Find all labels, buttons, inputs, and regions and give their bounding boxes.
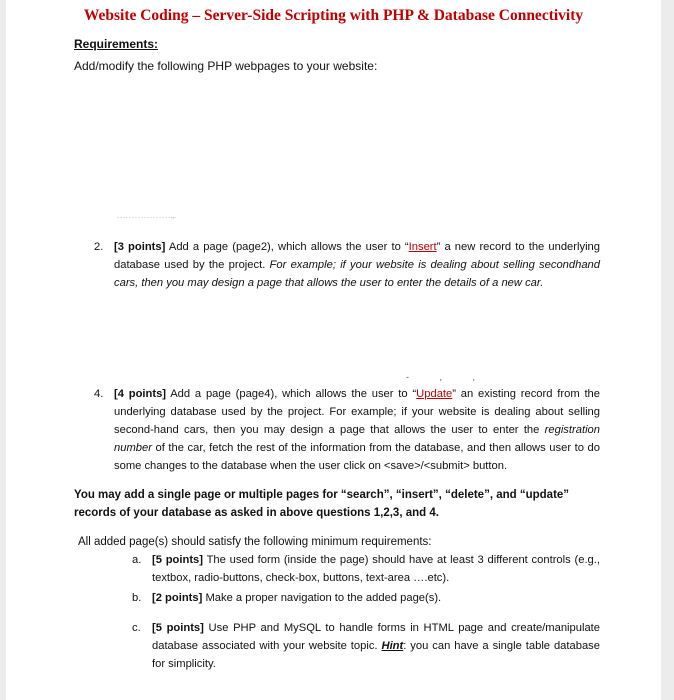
- update-link[interactable]: Update: [416, 388, 453, 400]
- cropped-marks: - , ,: [406, 372, 489, 382]
- requirements-lead: All added page(s) should satisfy the following minimum requirements:: [78, 536, 432, 548]
- cropped-text-fragment: ……………….,.: [116, 215, 176, 219]
- pages-note: You may add a single page or multiple pages for “search”, “insert”, “delete”, and “update” records of your database as asked in above questions 1,2,3, and 4.: [74, 489, 570, 519]
- requirement-b: b. [2 points] Make a proper navigation to the added page(s).: [152, 589, 600, 607]
- requirement-a: a. [5 points] The used form (inside the page) should have at least 3 different controls (e.g., textbox, radio-buttons, check-box, buttons, text-area ….etc).: [152, 551, 600, 587]
- document-page: [6, 0, 661, 700]
- requirements-heading: Requirements:: [74, 37, 159, 51]
- item-letter: b.: [132, 592, 142, 604]
- requirement-c: c. [5 points] Use PHP and MySQL to handle forms in HTML page and create/manipulate database associated with your website topic. Hint: you can have a single table database for simplicity.: [152, 619, 600, 673]
- hint-label: Hint: [381, 640, 404, 652]
- document-title: Website Coding – Server-Side Scripting with PHP & Database Connectivity: [83, 7, 584, 24]
- points-label: [3 points]: [114, 241, 166, 253]
- item-letter: a.: [132, 554, 142, 566]
- item-letter: c.: [132, 622, 141, 634]
- question-4: 4. [4 points] Add a page (page4), which allows the user to “Update” an existing record from the underlying database used by the project. For example; if your website is dealing about selling second-hand cars, then you may design a page that allows the user to enter the registration number of the car, fetch the rest of the information from the database, and then allows user to do some changes to the database when the user click on <save>/<submit> button.: [114, 385, 600, 475]
- insert-link[interactable]: Insert: [408, 241, 437, 253]
- intro-text: Add/modify the following PHP webpages to your website:: [74, 59, 378, 73]
- question-number: 2.: [94, 241, 104, 253]
- points-label: [4 points]: [114, 388, 167, 400]
- question-number: 4.: [94, 388, 104, 400]
- question-2: 2. [3 points] Add a page (page2), which allows the user to “Insert” a new record to the underlying database used by the project. For example; if your website is dealing about selling secondhand cars, then you may design a page that allows the user to enter the details of a new car.: [114, 238, 600, 292]
